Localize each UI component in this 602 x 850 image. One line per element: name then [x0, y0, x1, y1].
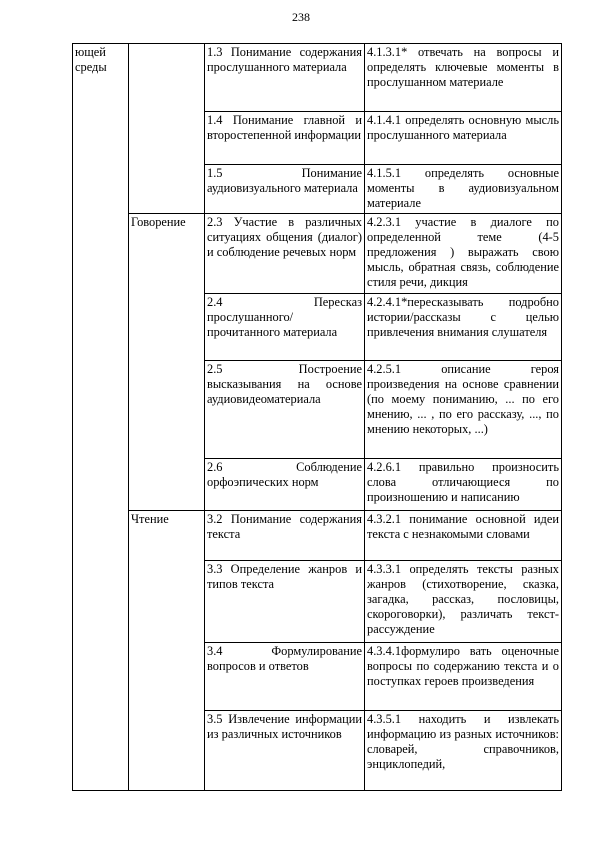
topic-cell: 3.4 Формулирование вопросов и ответов [205, 643, 365, 711]
curriculum-table [72, 43, 562, 791]
table-row [73, 44, 562, 112]
topic-cell: 3.2 Понимание содержания текста [205, 511, 365, 561]
page-number: 238 [292, 10, 310, 24]
section-cell [129, 44, 205, 214]
objective-cell: 4.1.4.1 определять основную мысль прослушанного материала [365, 112, 562, 165]
topic-cell: 2.4 Пересказ прослушанного/прочитанного материала [205, 294, 365, 361]
topic-cell: 1.5 Понимание аудиовизуального материала [205, 165, 365, 214]
topic-cell: 1.4 Понимание главной и второстепенной информации [205, 112, 365, 165]
topic-cell: 2.3 Участие в различных ситуациях общения (диалог) и соблюдение речевых норм [205, 214, 365, 294]
objective-cell: 4.2.6.1 правильно произносить слова отличающиеся по произношению и написанию [365, 459, 562, 511]
topic-cell: 2.5 Построение высказывания на основе аудиовидеоматериала [205, 361, 365, 459]
table-row [73, 511, 562, 561]
environment-line: ющей [75, 45, 106, 59]
objective-cell: 4.1.5.1 определять основные моменты в аудиовизуальном материале [365, 165, 562, 214]
objective-cell: 4.3.5.1 находить и извлекать информацию из разных источников: словарей, справочников, энциклопедий, [365, 711, 562, 791]
objective-cell: 4.3.3.1 определять тексты разных жанров (стихотворение, сказка, загадка, рассказ, пословицы, скороговорки), различать текст-рассуждение [365, 561, 562, 643]
objective-cell: 4.3.4.1формулиро вать оценочные вопросы по содержанию текста и о поступках героев произведения [365, 643, 562, 711]
section-cell: Говорение [129, 214, 205, 511]
topic-cell: 3.5 Извлечение информации из различных источников [205, 711, 365, 791]
environment-line: среды [75, 60, 107, 74]
table-row [73, 214, 562, 294]
topic-cell: 3.3 Определение жанров и типов текста [205, 561, 365, 643]
objective-cell: 4.2.4.1*пересказывать подробно истории/рассказы с целью привлечения внимания слушателя [365, 294, 562, 361]
environment-cell [73, 44, 129, 791]
objective-cell: 4.3.2.1 понимание основной идеи текста с незнакомыми словами [365, 511, 562, 561]
objective-cell: 4.1.3.1* отвечать на вопросы и определять ключевые моменты в прослушанном материале [365, 44, 562, 112]
topic-cell: 1.3 Понимание содержания прослушанного материала [205, 44, 365, 112]
section-cell: Чтение [129, 511, 205, 791]
objective-cell: 4.2.5.1 описание героя произведения на основе сравнении (по моему пониманию, ... по его мнению, ... , по его рассказу, ..., по мнению некоторых, ...) [365, 361, 562, 459]
topic-cell: 2.6 Соблюдение орфоэпических норм [205, 459, 365, 511]
objective-cell: 4.2.3.1 участие в диалоге по определенной теме (4-5 предложения ) выражать свою мысль, обратная связь, соблюдение стиля речи, дикция [365, 214, 562, 294]
table-body [73, 44, 562, 791]
